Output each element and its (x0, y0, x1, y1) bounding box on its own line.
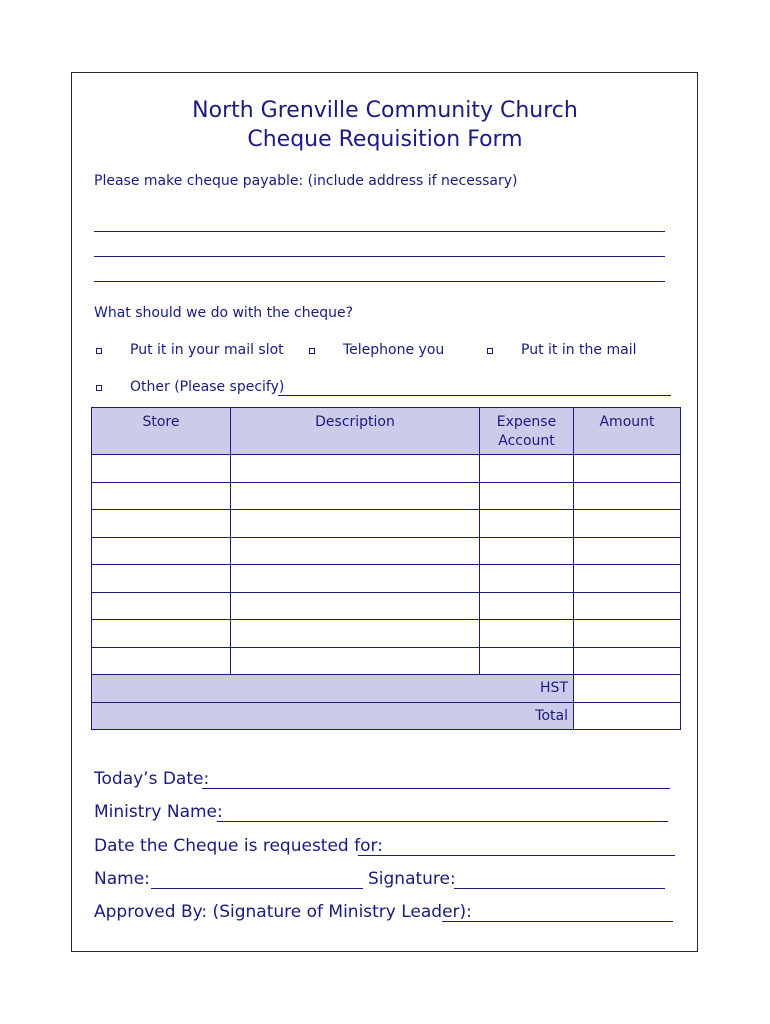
expense-account-cell[interactable] (480, 482, 574, 510)
approved-by-line[interactable] (442, 921, 673, 922)
cheque-question: What should we do with the cheque? (94, 305, 354, 321)
mail-slot-checkbox[interactable] (96, 348, 102, 354)
amount-cell[interactable] (574, 537, 681, 565)
table-row (92, 510, 681, 538)
amount-cell[interactable] (574, 647, 681, 675)
description-cell[interactable] (231, 592, 480, 620)
signature-line[interactable] (454, 888, 665, 889)
expense-account-header: Expense Account (480, 408, 574, 455)
amount-cell[interactable] (574, 455, 681, 483)
table-row (92, 647, 681, 675)
payee-line-2[interactable] (94, 256, 665, 257)
store-header: Store (92, 408, 231, 455)
hst-amount-cell[interactable] (574, 675, 681, 703)
table-row (92, 620, 681, 648)
mail-slot-label: Put it in your mail slot (130, 342, 284, 358)
expense-account-cell[interactable] (480, 620, 574, 648)
payee-line-3[interactable] (94, 281, 665, 282)
other-checkbox[interactable] (96, 385, 102, 391)
table-row (92, 565, 681, 593)
todays-date-label: Today’s Date: (94, 769, 210, 789)
other-label: Other (Please specify) (130, 379, 285, 395)
description-cell[interactable] (231, 537, 480, 565)
todays-date-line[interactable] (202, 788, 670, 789)
expense-account-cell[interactable] (480, 455, 574, 483)
date-requested-label: Date the Cheque is requested for: (94, 836, 383, 856)
amount-cell[interactable] (574, 620, 681, 648)
church-name-title: North Grenville Community Church (192, 98, 578, 123)
amount-cell[interactable] (574, 482, 681, 510)
amount-cell[interactable] (574, 510, 681, 538)
payable-prompt: Please make cheque payable: (include address if necessary) (94, 173, 518, 189)
name-line[interactable] (151, 888, 363, 889)
description-cell[interactable] (231, 565, 480, 593)
expense-account-cell[interactable] (480, 592, 574, 620)
description-cell[interactable] (231, 620, 480, 648)
store-cell[interactable] (92, 482, 231, 510)
total-label: Total (92, 702, 574, 730)
table-header-row (92, 408, 681, 455)
date-requested-line[interactable] (358, 855, 675, 856)
signature-label: Signature: (368, 869, 456, 889)
description-cell[interactable] (231, 455, 480, 483)
total-amount-cell[interactable] (574, 702, 681, 730)
hst-row (92, 675, 681, 703)
store-cell[interactable] (92, 455, 231, 483)
hst-label: HST (92, 675, 574, 703)
approved-by-label: Approved By: (Signature of Ministry Leader): (94, 902, 472, 922)
ministry-name-label: Ministry Name: (94, 802, 223, 822)
description-cell[interactable] (231, 482, 480, 510)
description-cell[interactable] (231, 510, 480, 538)
amount-cell[interactable] (574, 592, 681, 620)
description-cell[interactable] (231, 647, 480, 675)
amount-header: Amount (574, 408, 681, 455)
expense-account-cell[interactable] (480, 565, 574, 593)
store-cell[interactable] (92, 510, 231, 538)
expense-table (91, 407, 681, 730)
store-cell[interactable] (92, 647, 231, 675)
store-cell[interactable] (92, 537, 231, 565)
other-specify-line[interactable] (278, 395, 671, 396)
total-row (92, 702, 681, 730)
telephone-checkbox[interactable] (309, 348, 315, 354)
expense-account-cell[interactable] (480, 647, 574, 675)
table-row (92, 537, 681, 565)
amount-cell[interactable] (574, 565, 681, 593)
expense-account-cell[interactable] (480, 537, 574, 565)
form-title: Cheque Requisition Form (247, 127, 523, 152)
table-row (92, 592, 681, 620)
table-row (92, 455, 681, 483)
description-header: Description (231, 408, 480, 455)
ministry-name-line[interactable] (217, 821, 668, 822)
store-cell[interactable] (92, 592, 231, 620)
store-cell[interactable] (92, 565, 231, 593)
mail-label: Put it in the mail (521, 342, 637, 358)
payee-line-1[interactable] (94, 231, 665, 232)
expense-account-cell[interactable] (480, 510, 574, 538)
telephone-label: Telephone you (343, 342, 445, 358)
name-label: Name: (94, 869, 150, 889)
store-cell[interactable] (92, 620, 231, 648)
mail-checkbox[interactable] (487, 348, 493, 354)
table-row (92, 482, 681, 510)
